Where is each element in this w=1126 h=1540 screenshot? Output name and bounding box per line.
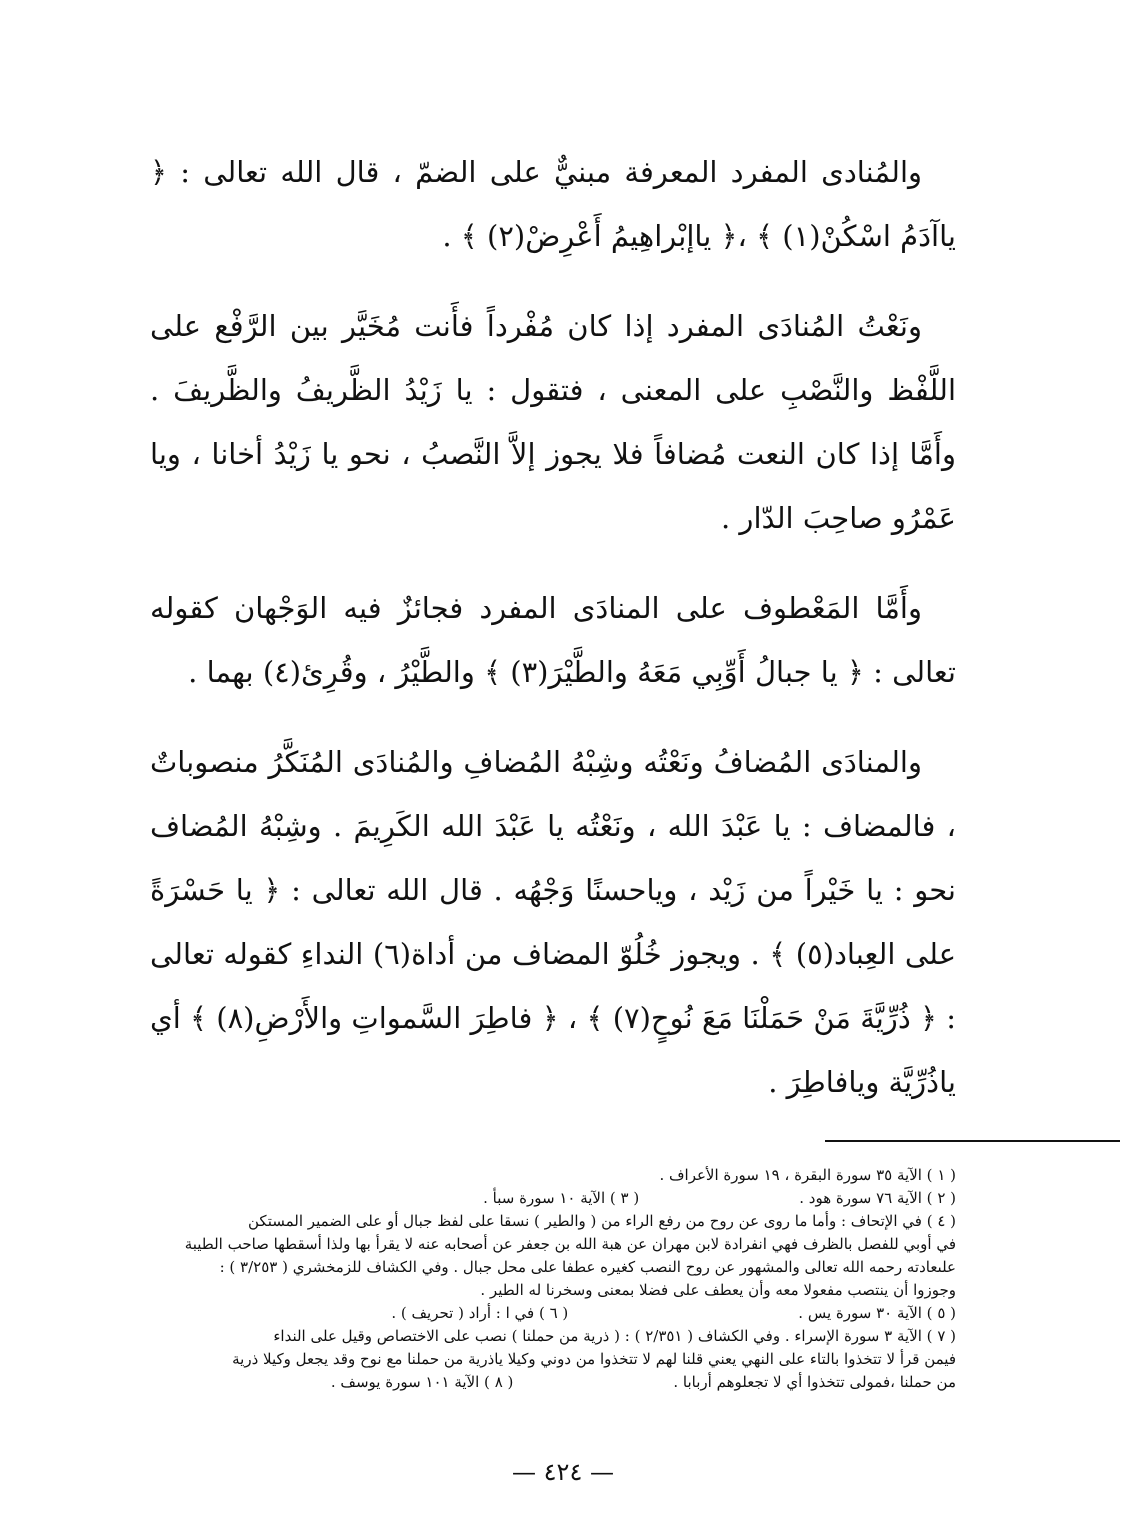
footnote-3: ( ٣ ) الآية ١٠ سورة سبأ . — [483, 1189, 640, 1207]
paragraph-vocative-adjective: ونَعْتُ المُنادَى المفرد إذا كان مُفْرداً فأَنت مُخَيَّر بين الرَّفْع على اللَّفْظ والنَّصْبِ على المعنى ، فتقول : يا زَيْدُ الظَّريفُ والظَّريفَ . وأَمَّا إذا كان النعت مُضافاً فلا يجوز إلاَّ النَّصبُ ، نحو يا زَيْدُ أخانا ، ويا عَمْرُو صاحِبَ الدّار . — [150, 309, 956, 535]
footnote-7-line-2: فيمن قرأ لا تتخذوا بالتاء على النهي يعني قلنا لهم لا تتخذوا من دوني وكيلا ياذرية من حملنا مع نوح وقد يجعل وكيلا ذرية — [232, 1350, 956, 1368]
footnote-6: ( ٦ ) في ا : أراد ( تحريف ) . — [391, 1304, 569, 1322]
footnote-8: ( ٨ ) الآية ١٠١ سورة يوسف . — [330, 1373, 514, 1391]
footnote-separator — [825, 1140, 1120, 1142]
footnote-7-line-1: ( ٧ ) الآية ٣ سورة الإسراء . وفي الكشاف ( ٢/٣٥١ ) : ( ذرية من حملنا ) نصب على الاختصاص وقيل على النداء — [273, 1327, 956, 1345]
footnote-row-2-3 — [150, 1187, 956, 1210]
paragraph-vocative-singular: والمُنادى المفرد المعرفة مبنيٌّ على الضمّ ، قال الله تعالى : ﴿ ياآدَمُ اسْكُنْ(١) ﴾ ،﴿ ياإبْراهِيمُ أَعْرِضْ(٢) ﴾ . — [150, 155, 956, 253]
paragraph-vocative-conjunct: وأَمَّا المَعْطوف على المنادَى المفرد فجائزٌ فيه الوَجْهان كقوله تعالى : ﴿ يا جبالُ أَوِّبِي مَعَهُ والطَّيْرَ(٣) ﴾ والطَّيْرُ ، وقُرِئ(٤) بهما . — [150, 591, 956, 689]
footnote-4-line-3: علىعادته رحمه الله تعالى والمشهور عن روح النصب كغيره عطفا على محل جبال . وفي الكشاف للزمخشري ( ٣/٢٥٣ ) : — [219, 1258, 956, 1276]
footnote-separator-wrap — [150, 1140, 956, 1142]
paragraph-vocative-construct: والمنادَى المُضافُ ونَعْتُه وشِبْهُ المُضافِ والمُنادَى المُنَكَّرُ منصوباتٌ ، فالمضاف : يا عَبْدَ الله ، ونَعْتُه يا عَبْدَ الله الكَرِيمَ . وشِبْهُ المُضاف نحو : يا خَيْراً من زَيْد ، وياحسنًا وَجْهُه . قال الله تعالى : ﴿ يا حَسْرَةً على العِباد(٥) ﴾ . ويجوز خُلُوّ المضاف من أداة(٦) النداءِ كقوله تعالى : ﴿ ذُرِّيَّةَ مَنْ حَمَلْنَا مَعَ نُوحٍ(٧) ﴾ ، ﴿ فاطِرَ السَّمواتِ والأَرْضِ(٨) ﴾ أي ياذُرِّيَّة ويافاطِرَ . — [150, 745, 957, 1099]
footnote-4-line-4: وجوزوا أن ينتصب مفعولا معه وأن يعطف على فضلا بمعنى وسخرنا له الطير . — [480, 1281, 956, 1299]
footnote-7-line-3: من حملنا ،فمولى تتخذوا أي لا تجعلوهم أربابا . — [673, 1373, 956, 1391]
footnote-row-7-8 — [150, 1371, 956, 1394]
footnote-4-line-2: في أوبي للفصل بالظرف فهي انفرادة لابن مهران عن هبة الله بن جعفر عن أصحابه عنه لا يقرأ بها ولذا أسقطها صاحب الطيبة — [184, 1235, 956, 1253]
footnote-1: ( ١ ) الآية ٣٥ سورة البقرة ، ١٩ سورة الأعراف . — [659, 1166, 956, 1184]
footnote-row-5-6 — [150, 1302, 956, 1325]
footnote-4-line-1: ( ٤ ) في الإتحاف : وأما ما روى عن روح من رفع الراء من ( والطير ) نسقا على لفظ جبال أو على الضمير المستكن — [248, 1212, 956, 1230]
footnote-2: ( ٢ ) الآية ٧٦ سورة هود . — [799, 1189, 956, 1207]
footnote-5: ( ٥ ) الآية ٣٠ سورة يس . — [798, 1304, 956, 1322]
main-text — [150, 140, 956, 1114]
footnotes — [150, 1164, 956, 1394]
page-number: — ٤٢٤ — — [512, 1458, 614, 1486]
